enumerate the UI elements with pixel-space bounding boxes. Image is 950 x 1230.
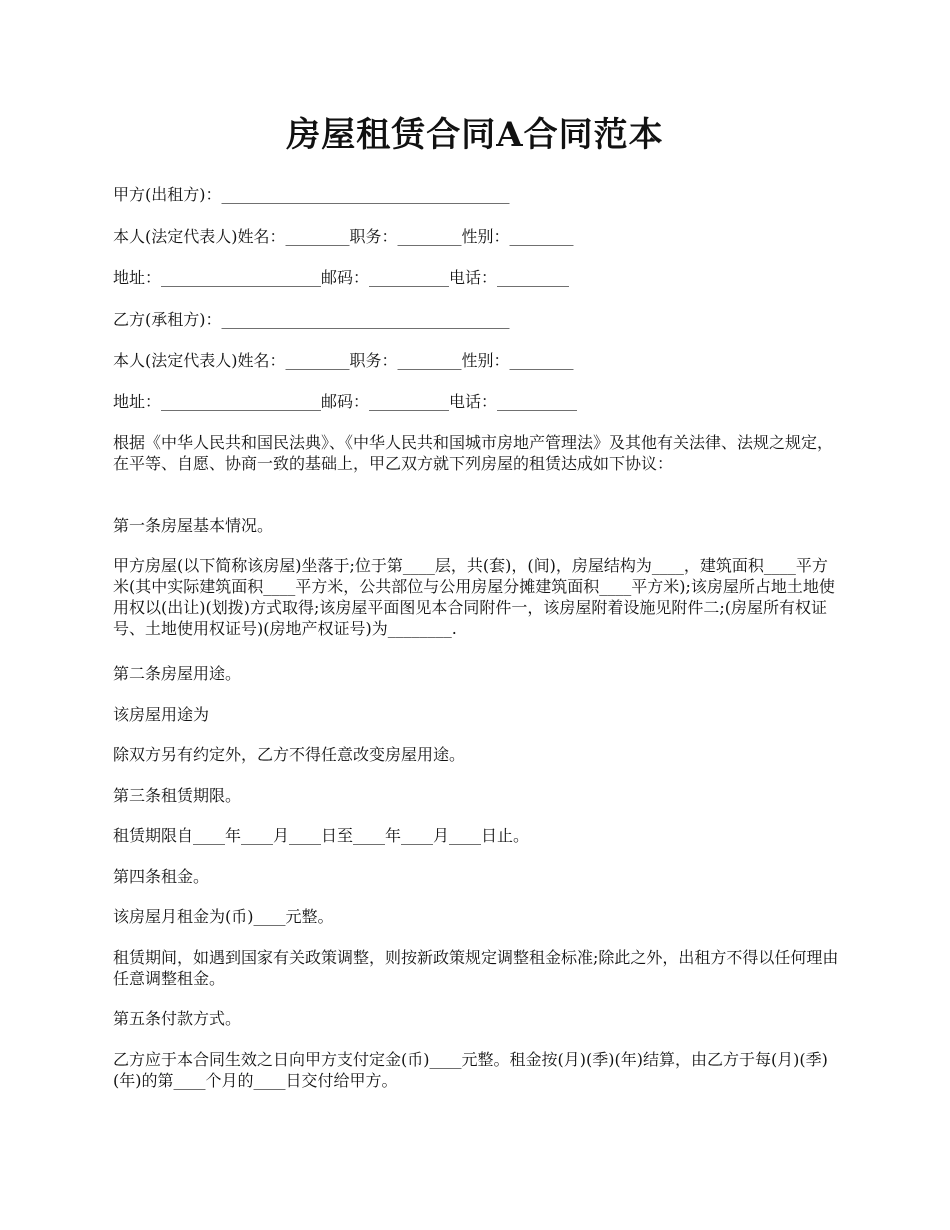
party-a-address-line: 地址：____________________邮码：__________电话：_________ <box>113 268 570 287</box>
article-4-heading: 第四条租金。 <box>113 867 210 886</box>
article-2-restriction: 除双方另有约定外，乙方不得任意改变房屋用途。 <box>113 745 466 764</box>
party-a-representative-line: 本人(法定代表人)姓名：________职务：________性别：________ <box>113 227 574 246</box>
article-4-adjustment: 租赁期间，如遇到国家有关政策调整，则按新政策规定调整租金标准;除此之外，出租方不得以任何理由任意调整租金。 <box>113 948 839 988</box>
party-b-line: 乙方(承租方)：____________________________________ <box>113 310 510 329</box>
party-a-line: 甲方(出租方)：____________________________________ <box>113 185 510 204</box>
article-5-heading: 第五条付款方式。 <box>113 1009 242 1028</box>
article-2-heading: 第二条房屋用途。 <box>113 664 242 683</box>
article-5-body: 乙方应于本合同生效之日向甲方支付定金(币)____元整。租金按(月)(季)(年)结算，由乙方于每(月)(季)(年)的第____个月的____日交付给甲方。 <box>113 1050 828 1090</box>
party-b-address-line: 地址：____________________邮码：__________电话：__________ <box>113 392 578 411</box>
article-3-heading: 第三条租赁期限。 <box>113 786 242 805</box>
article-3-body: 租赁期限自____年____月____日至____年____月____日止。 <box>113 826 530 845</box>
article-1-heading: 第一条房屋基本情况。 <box>113 516 274 535</box>
party-b-representative-line: 本人(法定代表人)姓名：________职务：________性别：________ <box>113 351 574 370</box>
article-2-body: 该房屋用途为 <box>113 705 210 724</box>
preamble-paragraph: 根据《中华人民共和国民法典》、《中华人民共和国城市房地产管理法》及其他有关法律、法规之规定，在平等、自愿、协商一致的基础上，甲乙双方就下列房屋的租赁达成如下协议： <box>113 433 834 473</box>
document-title: 房屋租赁合同A合同范本 <box>286 115 664 155</box>
article-1-body: 甲方房屋(以下简称该房屋)坐落于;位于第____层，共(套)，(间)，房屋结构为____，建筑面积____平方米(其中实际建筑面积____平方米，公共部位与公用房屋分摊建筑面积____平方米);该房屋所占地土地使用权以(出让)(划拨)方式取得;该房屋平面图见本合同附件一，该房屋附着设施见附件二;(房屋所有权证号、土地使用权证号)(房地产权证号)为________. <box>113 556 835 638</box>
article-4-body: 该房屋月租金为(币)____元整。 <box>113 907 334 926</box>
